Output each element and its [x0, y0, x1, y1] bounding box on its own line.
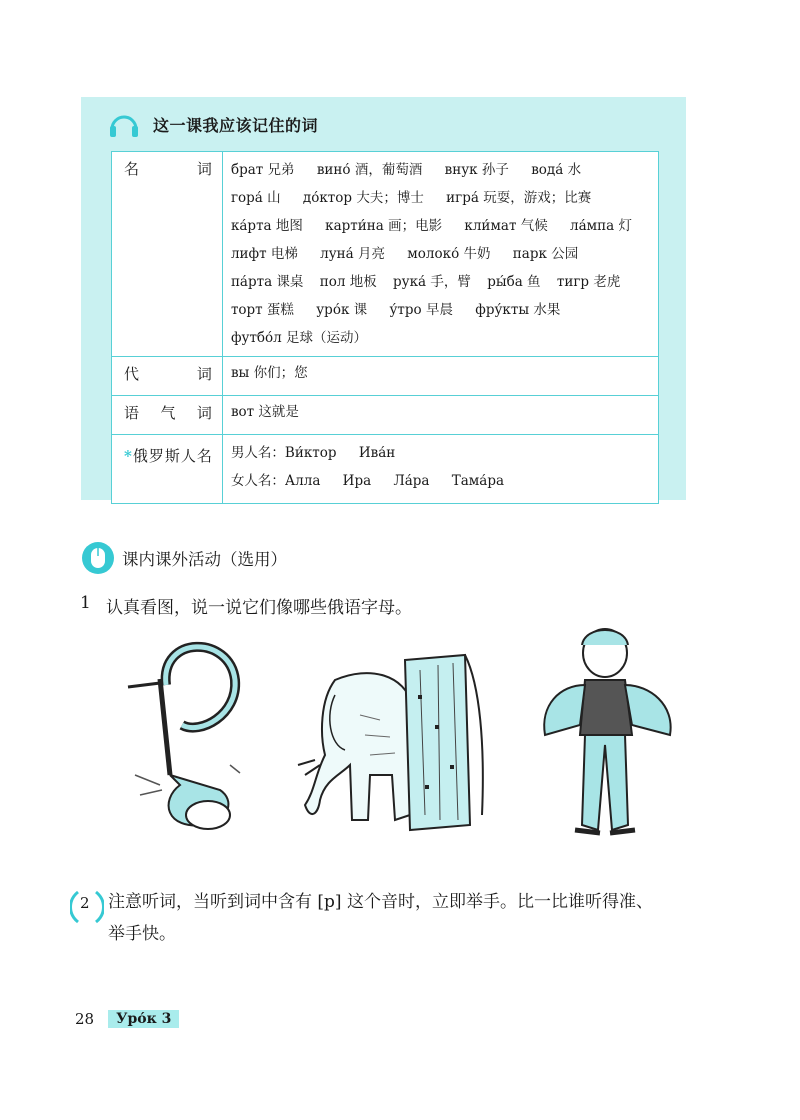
word-entry: ка́рта 地图: [230, 218, 303, 234]
task-text: 认真看图，说一说它们像哪些俄语字母。: [106, 598, 412, 618]
category-char: 词: [196, 404, 214, 422]
lesson-tag: Уро́к 3: [108, 1010, 179, 1028]
word-entry: у́тро 早晨: [389, 302, 453, 318]
word-entry: торт 蛋糕: [230, 302, 294, 318]
task-2: [70, 888, 710, 950]
activities-heading: [80, 540, 287, 576]
speaker-icon: [70, 888, 104, 924]
table-row-particles: [112, 396, 659, 435]
task-text: [108, 886, 653, 950]
word-entry: па́рта 课桌: [230, 274, 304, 290]
word-entry: до́ктор 大夫；博士: [302, 190, 424, 206]
word-entry: кли́мат 气候: [464, 218, 548, 234]
letter-illustrations: [120, 625, 690, 855]
word-entry: ры́ба 鱼: [487, 274, 541, 290]
category-char: 词: [196, 365, 214, 383]
category-char: 词: [196, 160, 214, 178]
word-entry: Ира: [342, 473, 372, 489]
word-entry: вы 你们；您: [230, 365, 308, 381]
category-cell: [112, 357, 223, 396]
vocabulary-table: [111, 151, 659, 504]
word-entry: гора́ 山: [230, 190, 281, 206]
word-entry: лифт 电梯: [230, 246, 298, 262]
word-line: [231, 296, 650, 324]
words-cell: [222, 152, 658, 357]
word-line: [231, 324, 650, 352]
word-line: [231, 240, 650, 268]
word-entry: брат 兄弟: [230, 162, 295, 178]
word-entry: игра́ 玩耍，游戏；比赛: [446, 190, 592, 206]
boy-illustration: [544, 629, 670, 833]
task-text-line: 举手快。: [108, 924, 176, 944]
curtain-illustration: [405, 655, 483, 830]
category-char: 代: [124, 365, 142, 383]
word-line: [231, 268, 650, 296]
word-entry: вино́ 酒，葡萄酒: [316, 162, 423, 178]
category-cell: [112, 435, 223, 504]
word-entry: фру́кты 水果: [475, 302, 561, 318]
category-char: 名: [124, 160, 142, 178]
word-entry: молоко́ 牛奶: [407, 246, 491, 262]
word-line: [231, 212, 650, 240]
word-line: [231, 156, 650, 184]
task-number: 2: [80, 894, 90, 912]
task-number: 1: [80, 593, 91, 613]
word-line: [231, 439, 650, 467]
word-entry: 男人名：Ви́ктор: [230, 445, 337, 461]
word-line: [231, 467, 650, 495]
word-entry: пол 地板: [319, 274, 377, 290]
task-text-line: 注意听词，当听到词中含有 [p] 这个音时，立即举手。比一比谁听得准、: [108, 892, 653, 912]
mouse-icon: [80, 540, 116, 576]
word-entry: Тама́ра: [451, 473, 505, 489]
page-footer: [75, 1010, 179, 1028]
category-char: 语: [124, 404, 142, 422]
word-entry: карти́на 画；电影: [325, 218, 443, 234]
word-entry: ла́мпа 灯: [570, 218, 632, 234]
word-entry: вода́ 水: [531, 162, 582, 178]
word-line: [231, 184, 650, 212]
word-entry: внук 孙子: [444, 162, 509, 178]
word-entry: Ла́ра: [393, 473, 430, 489]
table-row-names: [112, 435, 659, 504]
category-cell: [112, 152, 223, 357]
word-entry: Ива́н: [358, 445, 396, 461]
word-entry: 女人名：Алла: [230, 473, 321, 489]
words-cell: [222, 435, 658, 504]
table-row-pronouns: [112, 357, 659, 396]
activities-title: 课内课外活动（选用）: [122, 550, 287, 569]
word-entry: тигр 老虎: [556, 274, 621, 290]
word-entry: уро́к 课: [316, 302, 368, 318]
words-cell: [222, 396, 658, 435]
category-label: 俄罗斯人名: [132, 447, 213, 465]
page-number: 28: [75, 1010, 95, 1028]
task-1: [80, 593, 412, 618]
headphone-icon: [107, 107, 141, 141]
elephant-illustration: [298, 673, 412, 820]
word-entry: футбо́л 足球（运动）: [230, 330, 368, 346]
horn-illustration: [128, 647, 240, 829]
words-cell: [222, 357, 658, 396]
word-entry: вот 这就是: [230, 404, 299, 420]
category-cell: [112, 396, 223, 435]
word-entry: луна́ 月亮: [320, 246, 385, 262]
optional-star: *: [124, 447, 133, 465]
category-char: 气: [160, 404, 178, 422]
vocabulary-panel: [81, 97, 686, 500]
table-row-nouns: [112, 152, 659, 357]
vocabulary-title: 这一课我应该记住的词: [153, 115, 319, 135]
word-entry: рука́ 手，臂: [393, 274, 471, 290]
word-entry: парк 公园: [512, 246, 579, 262]
vocabulary-header: [107, 107, 318, 141]
